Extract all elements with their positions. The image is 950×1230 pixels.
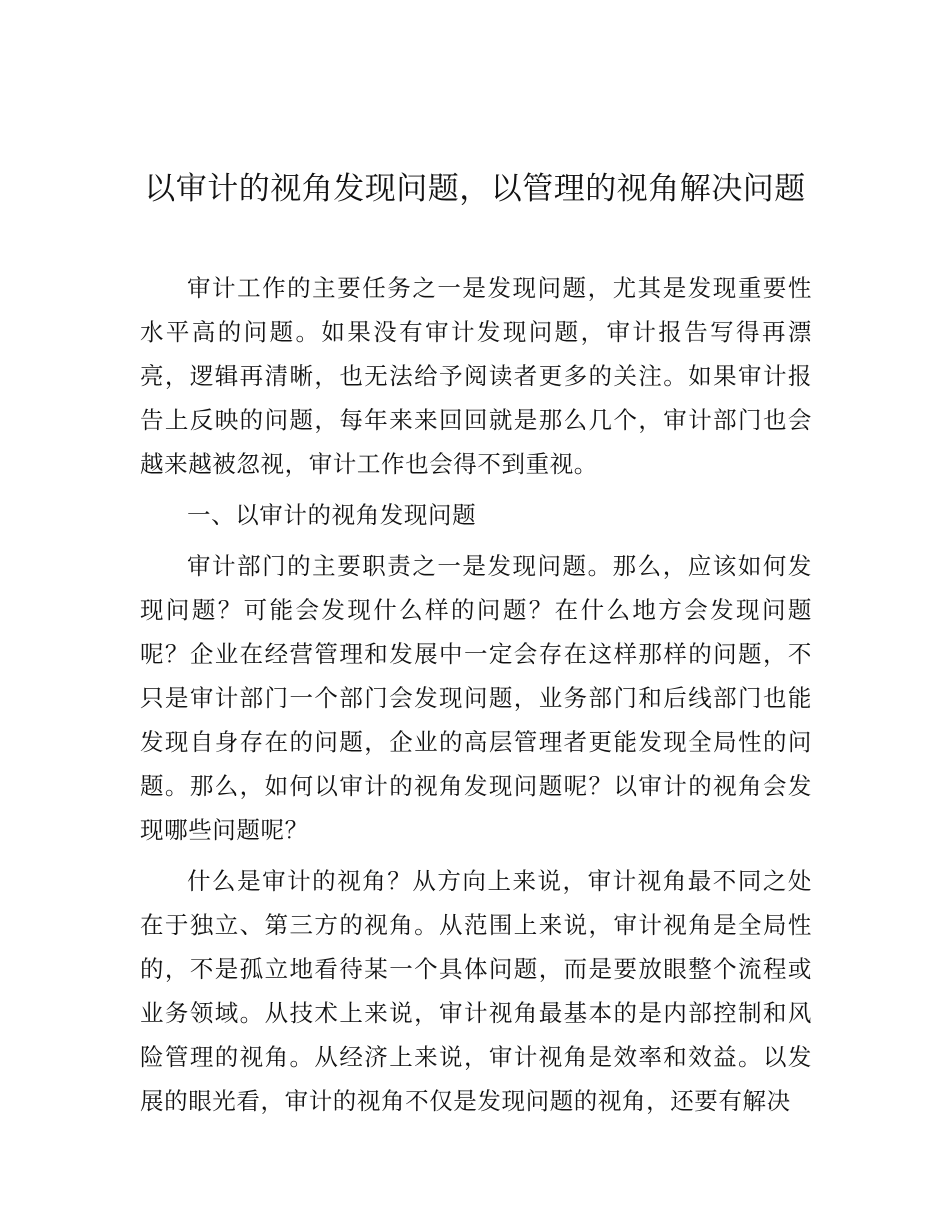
paragraph-section-1-b: 什么是审计的视角？从方向上来说，审计视角最不同之处在于独立、第三方的视角。从范围上来说，审计视角是全局性的，不是孤立地看待某一个具体问题，而是要放眼整个流程或业务领域。从技术上来说，审计视角最基本的是内部控制和风险管理的视角。从经济上来说，审计视角是效率和效益。以发展的眼光看，审计的视角不仅是发现问题的视角，还要有解决 (140, 867, 812, 1115)
paragraph-intro: 审计工作的主要任务之一是发现问题，尤其是发现重要性水平高的问题。如果没有审计发现问题，审计报告写得再漂亮，逻辑再清晰，也无法给予阅读者更多的关注。如果审计报告上反映的问题，每年来来回回就是那么几个，审计部门也会越来越被忽视，审计工作也会得不到重视。 (140, 274, 812, 478)
paragraph-section-1-a: 审计部门的主要职责之一是发现问题。那么，应该如何发现问题？可能会发现什么样的问题？在什么地方会发现问题呢？企业在经营管理和发展中一定会存在这样那样的问题，不只是审计部门一个部门会发现问题，业务部门和后线部门也能发现自身存在的问题，企业的高层管理者更能发现全局性的问题。那么，如何以审计的视角发现问题呢？以审计的视角会发现哪些问题呢？ (140, 552, 812, 844)
document-body (140, 266, 812, 1130)
section-heading-1: 一、以审计的视角发现问题 (187, 501, 477, 529)
document-title: 以审计的视角发现问题，以管理的视角解决问题 (144, 171, 806, 207)
